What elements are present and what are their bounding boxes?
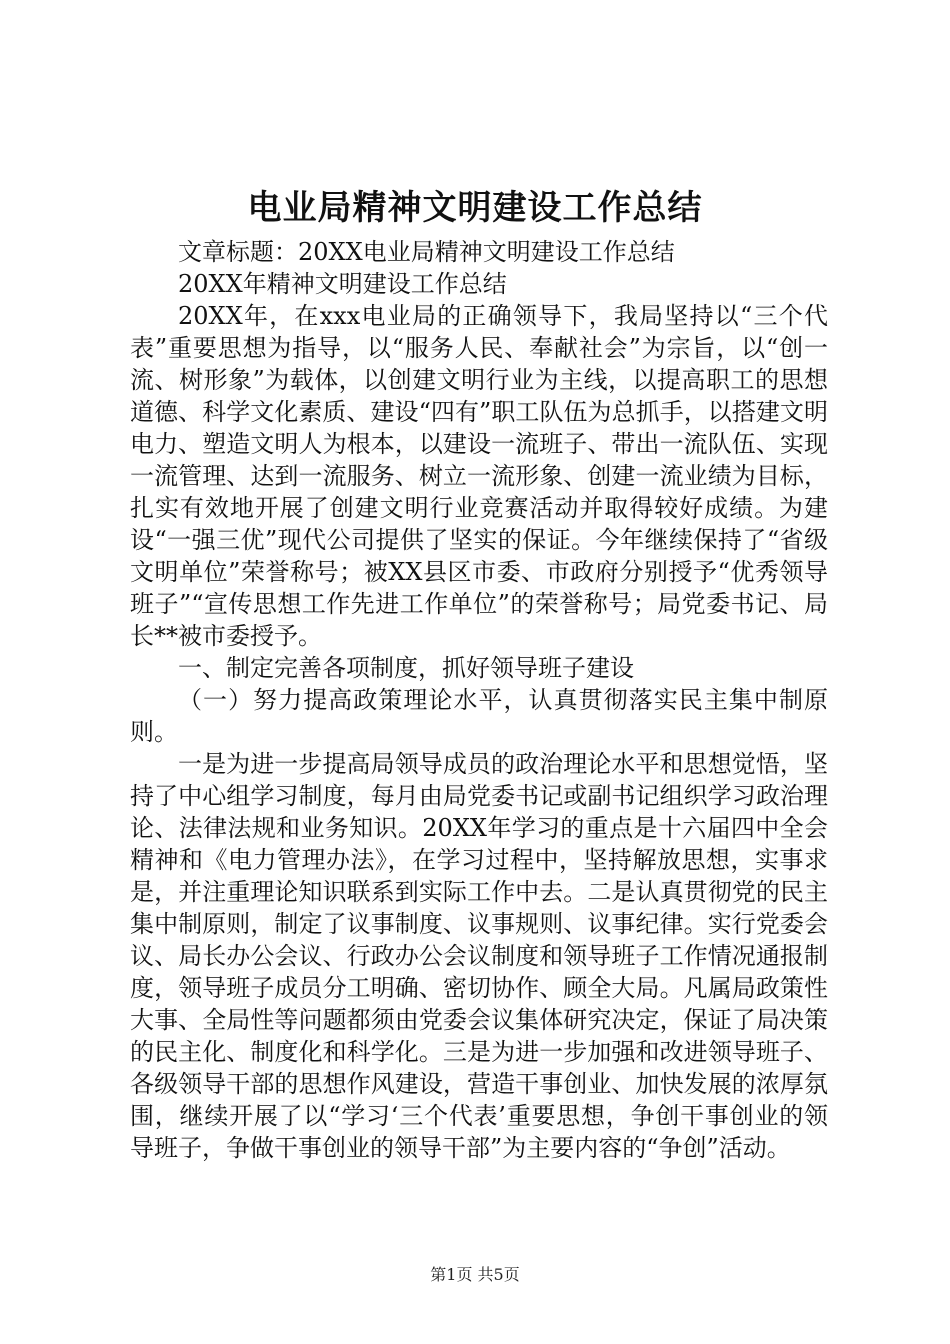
document-title: 电业局精神文明建设工作总结 xyxy=(247,188,703,228)
subsection-heading: （一）努力提高政策理论水平，认真贯彻落实民主集中制原则。 xyxy=(130,686,828,746)
document-body xyxy=(130,236,828,1164)
page-indicator: 第1页 共5页 xyxy=(430,1265,520,1284)
section-heading: 一、制定完善各项制度，抓好领导班子建设 xyxy=(178,654,634,682)
body-paragraph: 一是为进一步提高局领导成员的政治理论水平和思想觉悟，坚持了中心组学习制度，每月由局党委书记或副书记组织学习政治理论、法律法规和业务知识。20XX年学习的重点是十六届四中全会精神和《电力管理办法》，在学习过程中，坚持解放思想，实事求是，并注重理论知识联系到实际工作中去。二是认真贯彻党的民主集中制原则，制定了议事制度、议事规则、议事纪律。实行党委会议、局长办公会议、行政办公会议制度和领导班子工作情况通报制度，领导班子成员分工明确、密切协作、顾全大局。凡属局政策性大事、全局性等问题都须由党委会议集体研究决定，保证了局决策的民主化、制度化和科学化。三是为进一步加强和改进领导班子、各级领导干部的思想作风建设，营造干事创业、加快发展的浓厚氛围，继续开展了以“学习‘三个代表’重要思想，争创干事创业的领导班子，争做干事创业的领导干部”为主要内容的“争创”活动。 xyxy=(130,750,828,1162)
subtitle-line: 20XX年精神文明建设工作总结 xyxy=(178,270,507,298)
article-title-line: 文章标题：20XX电业局精神文明建设工作总结 xyxy=(178,238,675,266)
intro-paragraph: 20XX年，在xxx电业局的正确领导下，我局坚持以“三个代表”重要思想为指导，以“服务人民、奉献社会”为宗旨，以“创一流、树形象”为载体，以创建文明行业为主线，以提高职工的思想道德、科学文化素质、建设“四有”职工队伍为总抓手，以搭建文明电力、塑造文明人为根本，以建设一流班子、带出一流队伍、实现一流管理、达到一流服务、树立一流形象、创建一流业绩为目标，扎实有效地开展了创建文明行业竞赛活动并取得较好成绩。为建设“一强三优”现代公司提供了坚实的保证。今年继续保持了“省级文明单位”荣誉称号；被XX县区市委、市政府分别授予“优秀领导班子”“宣传思想工作先进工作单位”的荣誉称号；局党委书记、局长**被市委授予。 xyxy=(130,302,828,650)
